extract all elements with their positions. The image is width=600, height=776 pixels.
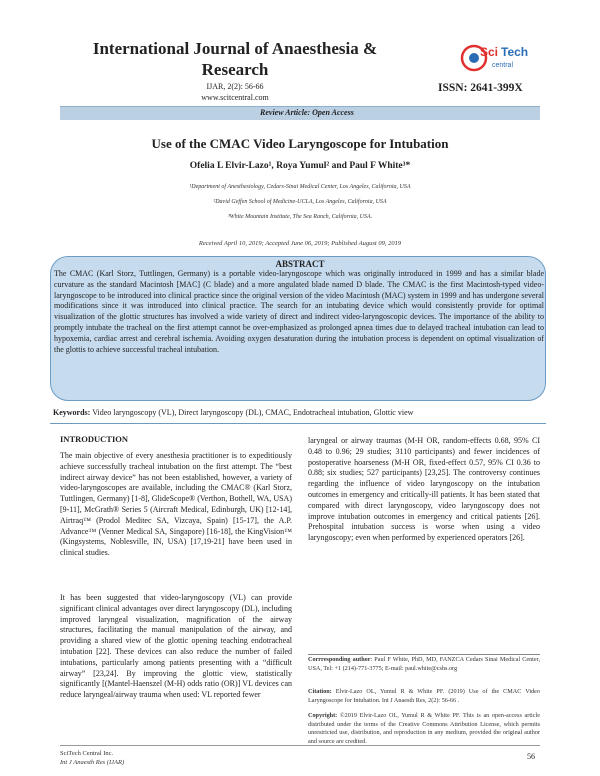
logo-core-icon [469, 53, 479, 63]
scitech-central-logo [460, 36, 540, 80]
affiliation-2: ²David Geffen School of Medicine-UCLA, Los Angeles, California, USA [213, 199, 387, 205]
copyright-label: Copyright: [308, 712, 338, 719]
intro-paragraph-3: laryngeal or airway traumas (M-H OR, random-effects 0.68, 95% CI 0.48 to 0.96; 29 studies; 3110 participants) and fewer incidences of postoperative hoarseness (M-H OR, fixed-effect 0.57, 95% CI 0.36 to 0.88; six studies; 527 participants) [23,25]. The controversy continues regarding the influence of video laryngoscopy on the intubation outcomes in emergency and critically-ill patients. It has been stated that compared with direct laryngoscopy, video laryngoscopy does not improve intubation outcomes in emergency and critical patients [26]. Prehospital intubation success is worse when using a video laryngoscopy; even when performed by experienced operators [26]. [308, 436, 540, 543]
affiliation-1: ¹Department of Anesthesiology, Cedars-Sinai Medical Center, Los Angeles, California, USA [189, 184, 411, 190]
copyright [308, 712, 540, 746]
journal-website: www.scitcentral.com [201, 93, 269, 102]
citation [308, 688, 540, 705]
corresponding-author-text: : Paul F White, PhD, MD, FANZCA Cedars Sinai Medical Center, USA, Tel: +1 (214)-771-3775; E-mail: paul.white@cshs.org [308, 656, 540, 672]
journal-reference: IJAR, 2(2): 56-66 [206, 82, 264, 91]
article-type: Review Article: Open Access [260, 108, 354, 117]
paper-title: Use of the CMAC Video Laryngoscope for Intubation [151, 136, 449, 151]
footer-divider [60, 745, 540, 746]
intro-paragraph-1: The main objective of every anesthesia practitioner is to expeditiously achieve successfully tracheal intubation on the first attempt. The “best indirect airway device” has not been established, however, a variety of video-laryngoscopes are available, including the CMAC® (Karl Storz, Tuttlingen, Germany) [1-8], GlideScope® (Verthon, Bothell, WA, USA) [9-11], McGrath® Series 5 (Aircraft Medical, Edinburgh, UK) [12-14], Airtraq™ (Prodol Meditec SA, Vizcaya, Spain) [15-17], the A.P. Advance™ (Venner Medical SA, Singapore) [16-18], the KingVision™ (Kingsystems, Noblesville, IN, USA) [17,19-21] have been used in clinical studies. [60, 451, 292, 558]
affiliation-3: ³White Mountain Institute, The Sea Ranch, California, USA. [227, 214, 373, 220]
logo-central-text: central [492, 62, 514, 69]
notes-divider [308, 654, 540, 655]
journal-meta [60, 81, 410, 103]
corresponding-author [308, 656, 540, 673]
journal-title: International Journal of Anaesthesia & Research [92, 39, 378, 79]
footer-publisher: SciTech Central Inc. [60, 750, 114, 757]
footer-journal: Int J Anaesth Res (IJAR) [60, 759, 125, 766]
abstract-heading: ABSTRACT [275, 259, 325, 269]
footer-info [60, 749, 124, 767]
copyright-text: ©2019 Elvir-Lazo OL, Yumul R & White PF. This is an open-access article distributed under the terms of the Creative Commons Attribution License, which permits unrestricted use, distribution, and reproduction in any medium, provided the original author and source are credited. [308, 712, 540, 745]
received-dates: Received April 10, 2019; Accepted June 06, 2019; Published August 09, 2019 [198, 240, 402, 247]
logo-sci-text: Sci [480, 45, 499, 59]
logo-graphic [460, 36, 540, 80]
keywords [53, 408, 543, 417]
corresponding-author-label: Corrresponding author [308, 656, 371, 663]
page-number: 56 [527, 752, 535, 761]
issn: ISSN: 2641-399X [438, 82, 523, 94]
introduction-heading: INTRODUCTION [60, 434, 129, 444]
citation-text: Elvir-Lazo OL, Yumul R & White PF. (2019) Use of the CMAC Video Laryngoscope for Intubation. Int J Anaesth Res, 2(2): 56-66 . [308, 688, 540, 704]
logo-tech-text: Tech [501, 45, 529, 59]
citation-label: Citation: [308, 688, 332, 695]
intro-paragraph-2: It has been suggested that video-laryngoscopy (VL) can provide significant clinical advantages over direct laryngoscopy (DL), including improved laryngeal visualization, magnification of the airway structures, facilitating the manual manipulation of the airway, and providing a shared view of the glottic opening teaching endotracheal intubation [22]. These devices can also reduce the number of failed intubations, particularly among patients presenting with a “difficult airway” [23,24]. By improving the glottic view, statistically significantly [(Mantel-Haenszel (M-H) odds ratio (OR)] VL devices can reduce laryngeal/airway trauma when used: VL reported fewer [60, 593, 292, 700]
keywords-divider [50, 423, 546, 424]
keywords-label: Keywords: [53, 408, 91, 417]
keywords-list: Video laryngoscopy (VL), Direct laryngoscopy (DL), CMAC, Endotracheal intubation, Glottic view [92, 408, 414, 417]
authors: Ofelia L Elvir-Lazo¹, Roya Yumul² and Paul F White³* [189, 161, 411, 171]
abstract-text: The CMAC (Karl Storz, Tuttlingen, Germany) is a portable video-laryngoscope which was originally introduced in 1999 and has a similar blade curvature as the standard Macintosh [MAC] (C blade) and a more angulated blade named D blade. The CMAC is the first Macintosh-typed video-laryngoscope to be introduced into clinical practice since the original version of the video Macintosh (MAC) system in 1999 and has undergone several modifications since it was introduced into clinical practice. The search for an intubating device which would consistently provide for optimal visualization of the glottic structures has involved a wide variety of direct and indirect video-laryngoscopic devices. The importance of the ability to promptly intubate the tracheal on the first attempt cannot be over-emphasized as prolonged apnea times due to delayed tracheal intubation can lead to hypoxemia, cardiac arrest and cerebral ischemia. Avoiding oxygen desaturation during the intubation process is dependent on optimal visualization of the glottis to achieve successful tracheal intubation. [54, 269, 544, 354]
